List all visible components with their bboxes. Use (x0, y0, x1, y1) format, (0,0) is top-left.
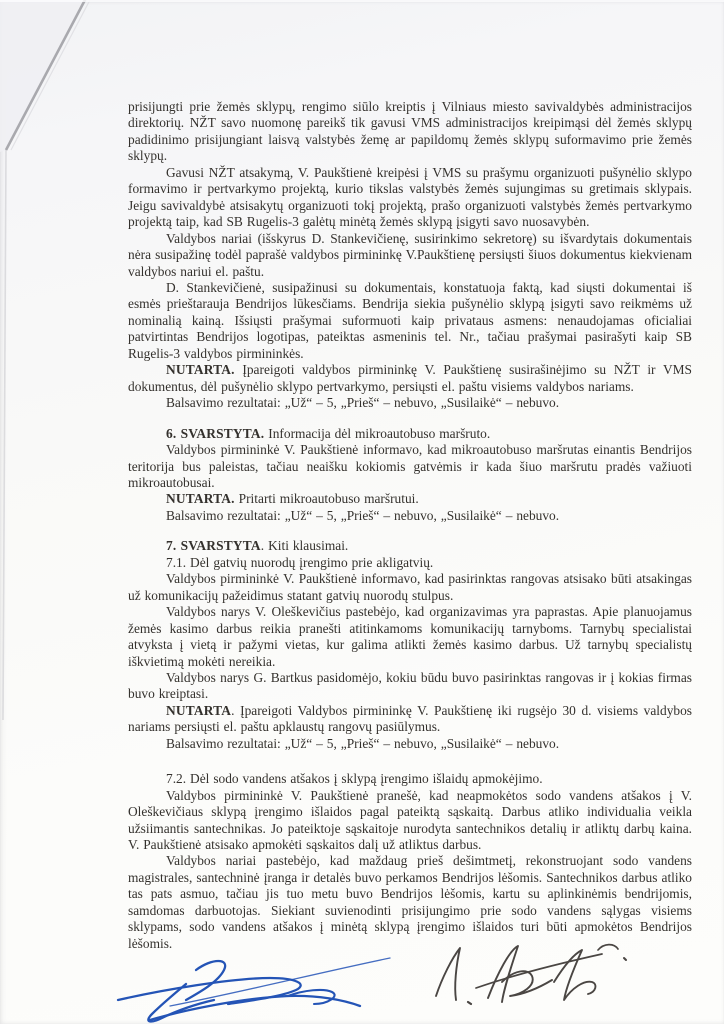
text-run: Pritarti mikroautobuso maršrutui. (234, 491, 419, 507)
paragraph-12 (128, 555, 692, 571)
bold-run: 7. SVARSTYTA (166, 538, 261, 554)
paragraph-6 (128, 395, 692, 411)
text-run: Balsavimo rezultatai: „Už“ – 5, „Prieš“ – nebuvo, „Susilaikė“ – nebuvo. (166, 395, 560, 411)
text-run: Įpareigoti valdybos pirmininkę V. Paukštienę susirašinėjimo su NŽT ir VMS dokumentus, dėl pušynėlio sklypo pertvarkymo, persiųsti el. paštu visiems valdybos nariams. (128, 362, 692, 394)
paragraph-1 (128, 99, 692, 165)
text-run: D. Stankevičienė, susipažinusi su dokumentais, konstatuoja faktą, kad siųsti dokumentai iš esmės prieštarauja Bendrijos lūkesčiams. Bendrija siekia pušynėlio sklypą įsigyti savo reikmėms už nominalią kainą. Išsiųsti prašymai suformuoti kaip privataus asmens: nenaudojamas oficialiai patvirtintas Bendrijos logotipas, pateiktas asmeninis tel. Nr., tačiau prašymai pasirašyti kaip SB Rugelis-3 valdybos pirmininkės. (128, 279, 692, 361)
text-run: Balsavimo rezultatai: „Už“ – 5, „Prieš“ – nebuvo, „Susilaikė“ – nebuvo. (166, 735, 560, 751)
paragraph-15 (128, 670, 692, 703)
paragraph-2 (128, 165, 692, 231)
text-run: Valdybos pirmininkė V. Paukštienė informavo, kad mikroautobuso maršrutas einantis Bendrijos teritorija bus paleistas, tačiau neaišku kokiomis gatvėmis ir kada šiuo maršrutu pradės važiuoti mikroautobusai. (128, 442, 692, 490)
bold-run: NUTARTA (166, 702, 232, 718)
paragraph-11 (128, 538, 692, 554)
document-body (128, 99, 692, 952)
signature-left-blue (92, 944, 392, 1024)
text-run: prisijungti prie žemės sklypų, rengimo siūlo kreiptis į Vilniaus miesto savivaldybės administracijos direktorių. NŽT savo nuomonę pareikš tik gavusi VMS administracijos kreipimąsi dėl žemės sklypų padidinimo prisijungiant laisvą valstybės žemę ar papildomų žemės sklypų suformavimo prie žemės sklypų. (128, 99, 692, 164)
bold-run: NUTARTA. (166, 491, 235, 507)
paragraph-19 (128, 788, 692, 854)
text-run: Gavusi NŽT atsakymą, V. Paukštienė kreipėsi į VMS su prašymu organizuoti pušynėlio sklypo formavimo ir pertvarkymo projektą, kurio tikslas valstybės žemės sujungimas su gretimais sklypais. Jeigu savivaldybė atsisakytų organizuoti tokį projektą, prašo organizuoti valstybės žemės pertvarkymo projektą taip, kad SB Rugelis-3 galėtų minėtą žemės sklypą įsigyti savo nuosavybėn. (128, 164, 692, 230)
text-run: 7.1. Dėl gatvių nuorodų įrengimo prie akligatvių. (166, 554, 434, 570)
text-run: 7.2. Dėl sodo vandens atšakos į sklypą įrengimo išlaidų apmokėjimo. (166, 771, 543, 787)
text-run: . Kiti klausimai. (260, 538, 349, 554)
text-run: Valdybos pirmininkė V. Paukštienė pranešė, kad neapmokėtos sodo vandens atšakos į V. Oleškevičiaus sklypą įrengimo išlaidos pagal pateiktą sąskaitą. Darbus atliko individualia veikla užsiimantis santechnikas. Jo pateiktoje sąskaitoje nurodyta santechnikos detalių ir atliktų darbų kaina. V. Paukštienė atsisako apmokėti sąskaitos dalį už atliktus darbus. (128, 787, 692, 853)
text-run: . Įpareigoti Valdybos pirmininkę V. Paukštienę iki rugsėjo 30 d. visiems valdybos nariams persiųsti el. paštu apklaustų rangovų pasiūlymus. (128, 702, 692, 735)
paragraph-4 (128, 280, 692, 362)
text-run: Valdybos nariai (išskyrus D. Stankevičienę, susirinkimo sekretorę) su išvardytais dokumentais nėra susipažinę todėl paprašė valdybos pirmininkę V.Paukštienę persiųsti šiuos dokumentus kiekvienam valdybos nariui el. paštu. (128, 230, 692, 279)
text-run: Informacija dėl mikroautobuso maršruto. (264, 425, 491, 441)
paragraph-10 (128, 508, 692, 524)
paragraph-14 (128, 604, 692, 670)
paragraphs-container (128, 99, 692, 952)
paragraph-13 (128, 571, 692, 604)
text-run: Valdybos narys V. Oleškevičius pastebėjo, kad organizavimas yra paprastas. Apie planuojamus žemės kasimo darbus reikia pranešti atitinkamoms komunikacijų tarnyboms. Tarnybų specialistai atvyksta į vietą ir pažymi vietas, kur galima atlikti žemės kasimo darbus. Už tarnybų specialistų iškvietimą mokėti nereikia. (128, 604, 692, 669)
text-run: Valdybos narys G. Bartkus pasidomėjo, kokiu būdu buvo pasirinktas rangovas ir į kokias firmas buvo kreiptasi. (128, 669, 692, 702)
paragraph-7 (128, 426, 692, 442)
paragraph-3 (128, 231, 692, 280)
bold-run: 6. SVARSTYTA. (166, 425, 265, 441)
text-run: Balsavimo rezultatai: „Už“ – 5, „Prieš“ – nebuvo, „Susilaikė“ – nebuvo. (166, 507, 560, 523)
text-run: Valdybos pirmininkė V. Paukštienė informavo, kad pasirinktas rangovas atsisako būti atsakingas už komunikacijų pažeidimus statant gatvių nuorodų stulpus. (128, 571, 692, 603)
text-run: Valdybos nariai pastebėjo, kad maždaug prieš dešimtmetį, rekonstruojant sodo vandens magistrales, santechninė įranga ir detalės buvo perkamos Bendrijos lėšomis. Santechnikos darbus atliko tas pats asmuo, tačiau jis tuo metu buvo Bendrijos lėšomis, kartu su aplinkinėmis bendrijomis, samdomas darbuotojas. Siekiant suvienodinti prisijungimo prie sodo vandens sąlygas visiems sklypams, sodo vandens atšakos į minėtą sklypą įrengimo išlaidos turi būti apmokėtos Bendrijos lėšomis. (128, 853, 692, 951)
paragraph-5 (128, 362, 692, 395)
paragraph-8 (128, 442, 692, 491)
paragraph-18 (128, 771, 692, 787)
paragraph-9 (128, 491, 692, 507)
paragraph-17 (128, 736, 692, 752)
paragraph-16 (128, 703, 692, 736)
bold-run: NUTARTA. (166, 362, 235, 378)
signature-right-dark (412, 936, 642, 1020)
